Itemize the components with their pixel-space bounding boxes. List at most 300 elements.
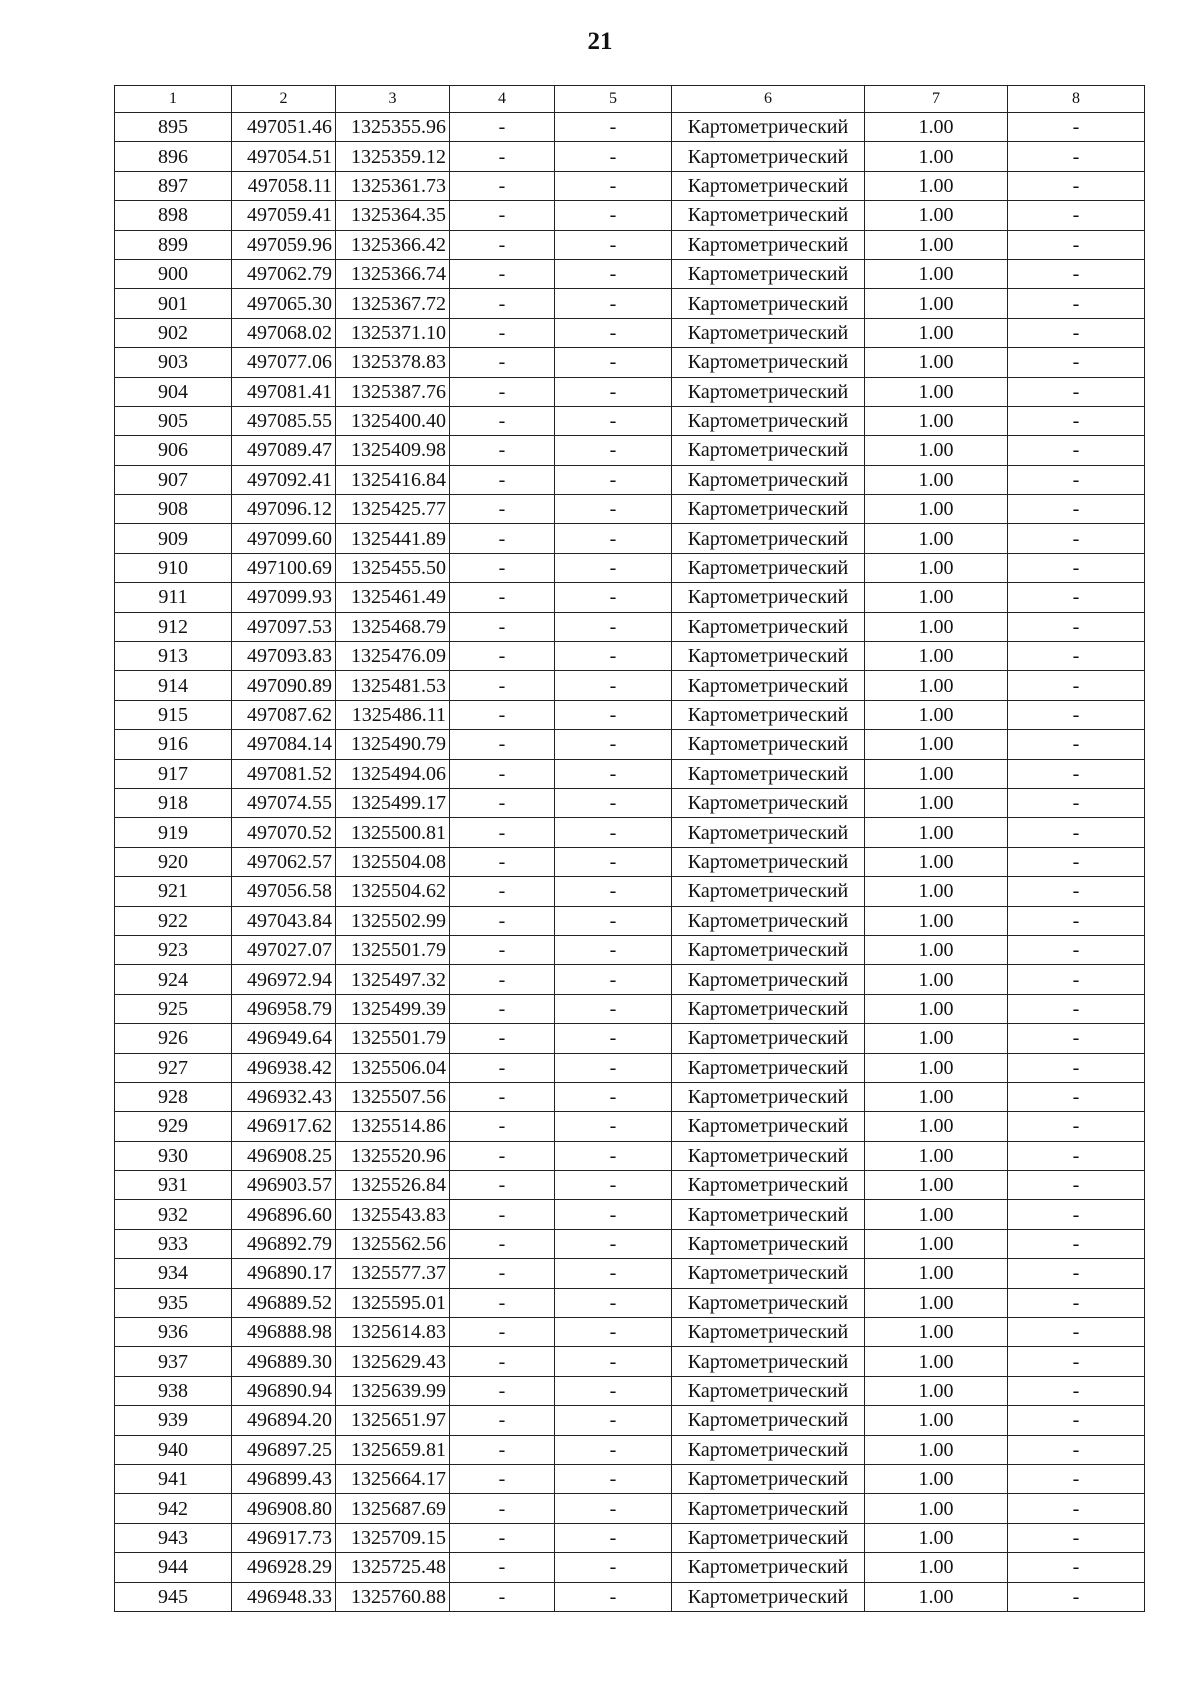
column-4-cell: - [450,1259,555,1288]
column-8-cell: - [1008,289,1145,318]
column-5-cell: - [555,877,672,906]
column-4-cell: - [450,906,555,935]
column-8-cell: - [1008,1406,1145,1435]
point-number-cell: 901 [115,289,232,318]
column-8-cell: - [1008,965,1145,994]
point-number-cell: 926 [115,1024,232,1053]
table-row [115,406,1145,435]
accuracy-cell: 1.00 [865,1200,1008,1229]
point-number-cell: 918 [115,788,232,817]
table-row [115,553,1145,582]
column-8-cell: - [1008,142,1145,171]
column-5-cell: - [555,1464,672,1493]
column-8-cell: - [1008,583,1145,612]
table-row [115,1553,1145,1582]
column-4-cell: - [450,671,555,700]
accuracy-cell: 1.00 [865,1082,1008,1111]
x-coordinate-cell: 496888.98 [232,1318,336,1347]
column-4-cell: - [450,965,555,994]
point-number-cell: 907 [115,465,232,494]
column-5-cell: - [555,847,672,876]
accuracy-cell: 1.00 [865,965,1008,994]
y-coordinate-cell: 1325378.83 [336,348,450,377]
y-coordinate-cell: 1325416.84 [336,465,450,494]
x-coordinate-cell: 497085.55 [232,406,336,435]
column-5-cell: - [555,818,672,847]
accuracy-cell: 1.00 [865,818,1008,847]
table-row [115,818,1145,847]
accuracy-cell: 1.00 [865,1406,1008,1435]
y-coordinate-cell: 1325367.72 [336,289,450,318]
table-row [115,612,1145,641]
y-coordinate-cell: 1325366.74 [336,259,450,288]
coordinates-table [114,85,1145,1612]
table-row [115,994,1145,1023]
column-5-cell: - [555,259,672,288]
column-5-cell: - [555,1347,672,1376]
point-number-cell: 940 [115,1435,232,1464]
accuracy-cell: 1.00 [865,1171,1008,1200]
column-5-cell: - [555,1200,672,1229]
x-coordinate-cell: 496889.30 [232,1347,336,1376]
y-coordinate-cell: 1325361.73 [336,171,450,200]
column-4-cell: - [450,1082,555,1111]
column-5-cell: - [555,583,672,612]
method-cell: Картометрический [672,1376,865,1405]
table-row [115,1112,1145,1141]
method-cell: Картометрический [672,465,865,494]
table-row [115,1318,1145,1347]
point-number-cell: 920 [115,847,232,876]
point-number-cell: 923 [115,935,232,964]
column-4-cell: - [450,259,555,288]
method-cell: Картометрический [672,759,865,788]
column-8-cell: - [1008,906,1145,935]
column-8-cell: - [1008,1288,1145,1317]
y-coordinate-cell: 1325687.69 [336,1494,450,1523]
x-coordinate-cell: 496948.33 [232,1582,336,1611]
y-coordinate-cell: 1325526.84 [336,1171,450,1200]
accuracy-cell: 1.00 [865,1582,1008,1611]
point-number-cell: 943 [115,1523,232,1552]
x-coordinate-cell: 497074.55 [232,788,336,817]
column-4-cell: - [450,1171,555,1200]
column-5-cell: - [555,230,672,259]
x-coordinate-cell: 496938.42 [232,1053,336,1082]
accuracy-cell: 1.00 [865,994,1008,1023]
column-8-cell: - [1008,1376,1145,1405]
column-5-cell: - [555,642,672,671]
accuracy-cell: 1.00 [865,612,1008,641]
table-row [115,348,1145,377]
method-cell: Картометрический [672,230,865,259]
x-coordinate-cell: 497093.83 [232,642,336,671]
x-coordinate-cell: 497058.11 [232,171,336,200]
method-cell: Картометрический [672,1259,865,1288]
column-8-cell: - [1008,788,1145,817]
table-row [115,436,1145,465]
column-5-cell: - [555,1229,672,1258]
column-5-cell: - [555,1435,672,1464]
point-number-cell: 910 [115,553,232,582]
x-coordinate-cell: 497081.52 [232,759,336,788]
table-row [115,1229,1145,1258]
accuracy-cell: 1.00 [865,1024,1008,1053]
column-4-cell: - [450,1288,555,1317]
table-row [115,1376,1145,1405]
accuracy-cell: 1.00 [865,377,1008,406]
column-4-cell: - [450,1347,555,1376]
x-coordinate-cell: 497099.60 [232,524,336,553]
method-cell: Картометрический [672,348,865,377]
table-row [115,965,1145,994]
method-cell: Картометрический [672,1229,865,1258]
x-coordinate-cell: 496892.79 [232,1229,336,1258]
method-cell: Картометрический [672,1523,865,1552]
y-coordinate-cell: 1325501.79 [336,935,450,964]
column-4-cell: - [450,113,555,142]
column-4-cell: - [450,495,555,524]
x-coordinate-cell: 496896.60 [232,1200,336,1229]
x-coordinate-cell: 497100.69 [232,553,336,582]
column-4-cell: - [450,583,555,612]
accuracy-cell: 1.00 [865,465,1008,494]
column-5-cell: - [555,935,672,964]
accuracy-cell: 1.00 [865,348,1008,377]
method-cell: Картометрический [672,671,865,700]
x-coordinate-cell: 497084.14 [232,730,336,759]
y-coordinate-cell: 1325659.81 [336,1435,450,1464]
accuracy-cell: 1.00 [865,1494,1008,1523]
y-coordinate-cell: 1325387.76 [336,377,450,406]
y-coordinate-cell: 1325507.56 [336,1082,450,1111]
column-5-cell: - [555,1582,672,1611]
column-4-cell: - [450,1553,555,1582]
column-8-cell: - [1008,1171,1145,1200]
column-8-cell: - [1008,1435,1145,1464]
method-cell: Картометрический [672,935,865,964]
column-8-cell: - [1008,1582,1145,1611]
point-number-cell: 915 [115,700,232,729]
point-number-cell: 917 [115,759,232,788]
accuracy-cell: 1.00 [865,1347,1008,1376]
x-coordinate-cell: 496890.17 [232,1259,336,1288]
point-number-cell: 912 [115,612,232,641]
point-number-cell: 929 [115,1112,232,1141]
column-header-3: 3 [336,86,450,113]
point-number-cell: 925 [115,994,232,1023]
y-coordinate-cell: 1325506.04 [336,1053,450,1082]
table-row [115,259,1145,288]
column-8-cell: - [1008,377,1145,406]
accuracy-cell: 1.00 [865,142,1008,171]
column-8-cell: - [1008,465,1145,494]
column-8-cell: - [1008,201,1145,230]
point-number-cell: 916 [115,730,232,759]
y-coordinate-cell: 1325490.79 [336,730,450,759]
point-number-cell: 934 [115,1259,232,1288]
method-cell: Картометрический [672,1171,865,1200]
column-5-cell: - [555,318,672,347]
y-coordinate-cell: 1325651.97 [336,1406,450,1435]
y-coordinate-cell: 1325595.01 [336,1288,450,1317]
accuracy-cell: 1.00 [865,524,1008,553]
accuracy-cell: 1.00 [865,1464,1008,1493]
column-5-cell: - [555,348,672,377]
column-8-cell: - [1008,318,1145,347]
y-coordinate-cell: 1325514.86 [336,1112,450,1141]
column-5-cell: - [555,1112,672,1141]
column-4-cell: - [450,1406,555,1435]
y-coordinate-cell: 1325499.17 [336,788,450,817]
column-4-cell: - [450,877,555,906]
method-cell: Картометрический [672,318,865,347]
accuracy-cell: 1.00 [865,113,1008,142]
method-cell: Картометрический [672,171,865,200]
y-coordinate-cell: 1325639.99 [336,1376,450,1405]
method-cell: Картометрический [672,730,865,759]
column-4-cell: - [450,318,555,347]
method-cell: Картометрический [672,1435,865,1464]
column-4-cell: - [450,1141,555,1170]
x-coordinate-cell: 496958.79 [232,994,336,1023]
x-coordinate-cell: 496908.80 [232,1494,336,1523]
column-4-cell: - [450,1435,555,1464]
x-coordinate-cell: 497062.57 [232,847,336,876]
table-header-row [115,86,1145,113]
table-row [115,671,1145,700]
column-4-cell: - [450,730,555,759]
accuracy-cell: 1.00 [865,1112,1008,1141]
column-4-cell: - [450,1053,555,1082]
method-cell: Картометрический [672,1582,865,1611]
method-cell: Картометрический [672,1464,865,1493]
table-row [115,877,1145,906]
y-coordinate-cell: 1325543.83 [336,1200,450,1229]
y-coordinate-cell: 1325614.83 [336,1318,450,1347]
method-cell: Картометрический [672,1141,865,1170]
accuracy-cell: 1.00 [865,1553,1008,1582]
column-4-cell: - [450,818,555,847]
column-5-cell: - [555,465,672,494]
point-number-cell: 911 [115,583,232,612]
column-4-cell: - [450,847,555,876]
column-5-cell: - [555,1053,672,1082]
column-8-cell: - [1008,1229,1145,1258]
column-8-cell: - [1008,406,1145,435]
column-4-cell: - [450,377,555,406]
method-cell: Картометрический [672,1082,865,1111]
table-row [115,583,1145,612]
method-cell: Картометрический [672,877,865,906]
y-coordinate-cell: 1325520.96 [336,1141,450,1170]
column-5-cell: - [555,1024,672,1053]
column-4-cell: - [450,759,555,788]
table-row [115,1523,1145,1552]
method-cell: Картометрический [672,1553,865,1582]
accuracy-cell: 1.00 [865,553,1008,582]
column-5-cell: - [555,495,672,524]
column-8-cell: - [1008,171,1145,200]
x-coordinate-cell: 497068.02 [232,318,336,347]
table-row [115,113,1145,142]
table-row [115,1464,1145,1493]
accuracy-cell: 1.00 [865,1053,1008,1082]
method-cell: Картометрический [672,700,865,729]
x-coordinate-cell: 496890.94 [232,1376,336,1405]
x-coordinate-cell: 497090.89 [232,671,336,700]
y-coordinate-cell: 1325577.37 [336,1259,450,1288]
point-number-cell: 897 [115,171,232,200]
table-row [115,906,1145,935]
column-8-cell: - [1008,935,1145,964]
column-5-cell: - [555,994,672,1023]
x-coordinate-cell: 496949.64 [232,1024,336,1053]
column-4-cell: - [450,553,555,582]
x-coordinate-cell: 496908.25 [232,1141,336,1170]
column-4-cell: - [450,230,555,259]
point-number-cell: 945 [115,1582,232,1611]
column-8-cell: - [1008,230,1145,259]
y-coordinate-cell: 1325371.10 [336,318,450,347]
column-5-cell: - [555,289,672,318]
y-coordinate-cell: 1325355.96 [336,113,450,142]
method-cell: Картометрический [672,289,865,318]
point-number-cell: 896 [115,142,232,171]
method-cell: Картометрический [672,788,865,817]
column-4-cell: - [450,406,555,435]
point-number-cell: 899 [115,230,232,259]
column-8-cell: - [1008,1053,1145,1082]
column-8-cell: - [1008,1318,1145,1347]
x-coordinate-cell: 497096.12 [232,495,336,524]
accuracy-cell: 1.00 [865,700,1008,729]
column-4-cell: - [450,994,555,1023]
column-8-cell: - [1008,730,1145,759]
x-coordinate-cell: 496972.94 [232,965,336,994]
method-cell: Картометрический [672,847,865,876]
table-row [115,1024,1145,1053]
table-row [115,289,1145,318]
column-5-cell: - [555,1494,672,1523]
point-number-cell: 944 [115,1553,232,1582]
point-number-cell: 938 [115,1376,232,1405]
y-coordinate-cell: 1325501.79 [336,1024,450,1053]
column-4-cell: - [450,348,555,377]
column-4-cell: - [450,1494,555,1523]
column-8-cell: - [1008,1464,1145,1493]
accuracy-cell: 1.00 [865,1435,1008,1464]
column-8-cell: - [1008,1494,1145,1523]
point-number-cell: 909 [115,524,232,553]
accuracy-cell: 1.00 [865,436,1008,465]
table-row [115,1200,1145,1229]
column-4-cell: - [450,788,555,817]
table-row [115,495,1145,524]
column-5-cell: - [555,906,672,935]
method-cell: Картометрический [672,377,865,406]
x-coordinate-cell: 497056.58 [232,877,336,906]
y-coordinate-cell: 1325486.11 [336,700,450,729]
y-coordinate-cell: 1325725.48 [336,1553,450,1582]
column-4-cell: - [450,1523,555,1552]
y-coordinate-cell: 1325441.89 [336,524,450,553]
method-cell: Картометрический [672,612,865,641]
y-coordinate-cell: 1325425.77 [336,495,450,524]
method-cell: Картометрический [672,201,865,230]
column-5-cell: - [555,965,672,994]
y-coordinate-cell: 1325629.43 [336,1347,450,1376]
accuracy-cell: 1.00 [865,1523,1008,1552]
column-8-cell: - [1008,700,1145,729]
column-4-cell: - [450,1229,555,1258]
y-coordinate-cell: 1325500.81 [336,818,450,847]
column-4-cell: - [450,1024,555,1053]
x-coordinate-cell: 497092.41 [232,465,336,494]
accuracy-cell: 1.00 [865,230,1008,259]
table-row [115,524,1145,553]
column-5-cell: - [555,730,672,759]
column-8-cell: - [1008,612,1145,641]
x-coordinate-cell: 496932.43 [232,1082,336,1111]
point-number-cell: 936 [115,1318,232,1347]
x-coordinate-cell: 497059.41 [232,201,336,230]
y-coordinate-cell: 1325504.08 [336,847,450,876]
table-row [115,1259,1145,1288]
method-cell: Картометрический [672,142,865,171]
method-cell: Картометрический [672,553,865,582]
column-5-cell: - [555,113,672,142]
column-header-2: 2 [232,86,336,113]
method-cell: Картометрический [672,1053,865,1082]
table-row [115,377,1145,406]
table-row [115,759,1145,788]
column-8-cell: - [1008,994,1145,1023]
column-5-cell: - [555,788,672,817]
column-8-cell: - [1008,1553,1145,1582]
column-8-cell: - [1008,671,1145,700]
accuracy-cell: 1.00 [865,788,1008,817]
column-4-cell: - [450,1376,555,1405]
column-4-cell: - [450,612,555,641]
point-number-cell: 904 [115,377,232,406]
x-coordinate-cell: 497070.52 [232,818,336,847]
point-number-cell: 913 [115,642,232,671]
column-5-cell: - [555,1259,672,1288]
column-8-cell: - [1008,1259,1145,1288]
column-8-cell: - [1008,495,1145,524]
method-cell: Картометрический [672,495,865,524]
column-8-cell: - [1008,1082,1145,1111]
page-number: 21 [587,28,613,55]
accuracy-cell: 1.00 [865,1229,1008,1258]
x-coordinate-cell: 497051.46 [232,113,336,142]
table-row [115,1435,1145,1464]
point-number-cell: 903 [115,348,232,377]
column-4-cell: - [450,1582,555,1611]
y-coordinate-cell: 1325476.09 [336,642,450,671]
column-8-cell: - [1008,877,1145,906]
x-coordinate-cell: 497054.51 [232,142,336,171]
table-row [115,935,1145,964]
column-5-cell: - [555,612,672,641]
accuracy-cell: 1.00 [865,318,1008,347]
point-number-cell: 927 [115,1053,232,1082]
method-cell: Картометрический [672,1347,865,1376]
column-5-cell: - [555,1141,672,1170]
accuracy-cell: 1.00 [865,1376,1008,1405]
accuracy-cell: 1.00 [865,642,1008,671]
